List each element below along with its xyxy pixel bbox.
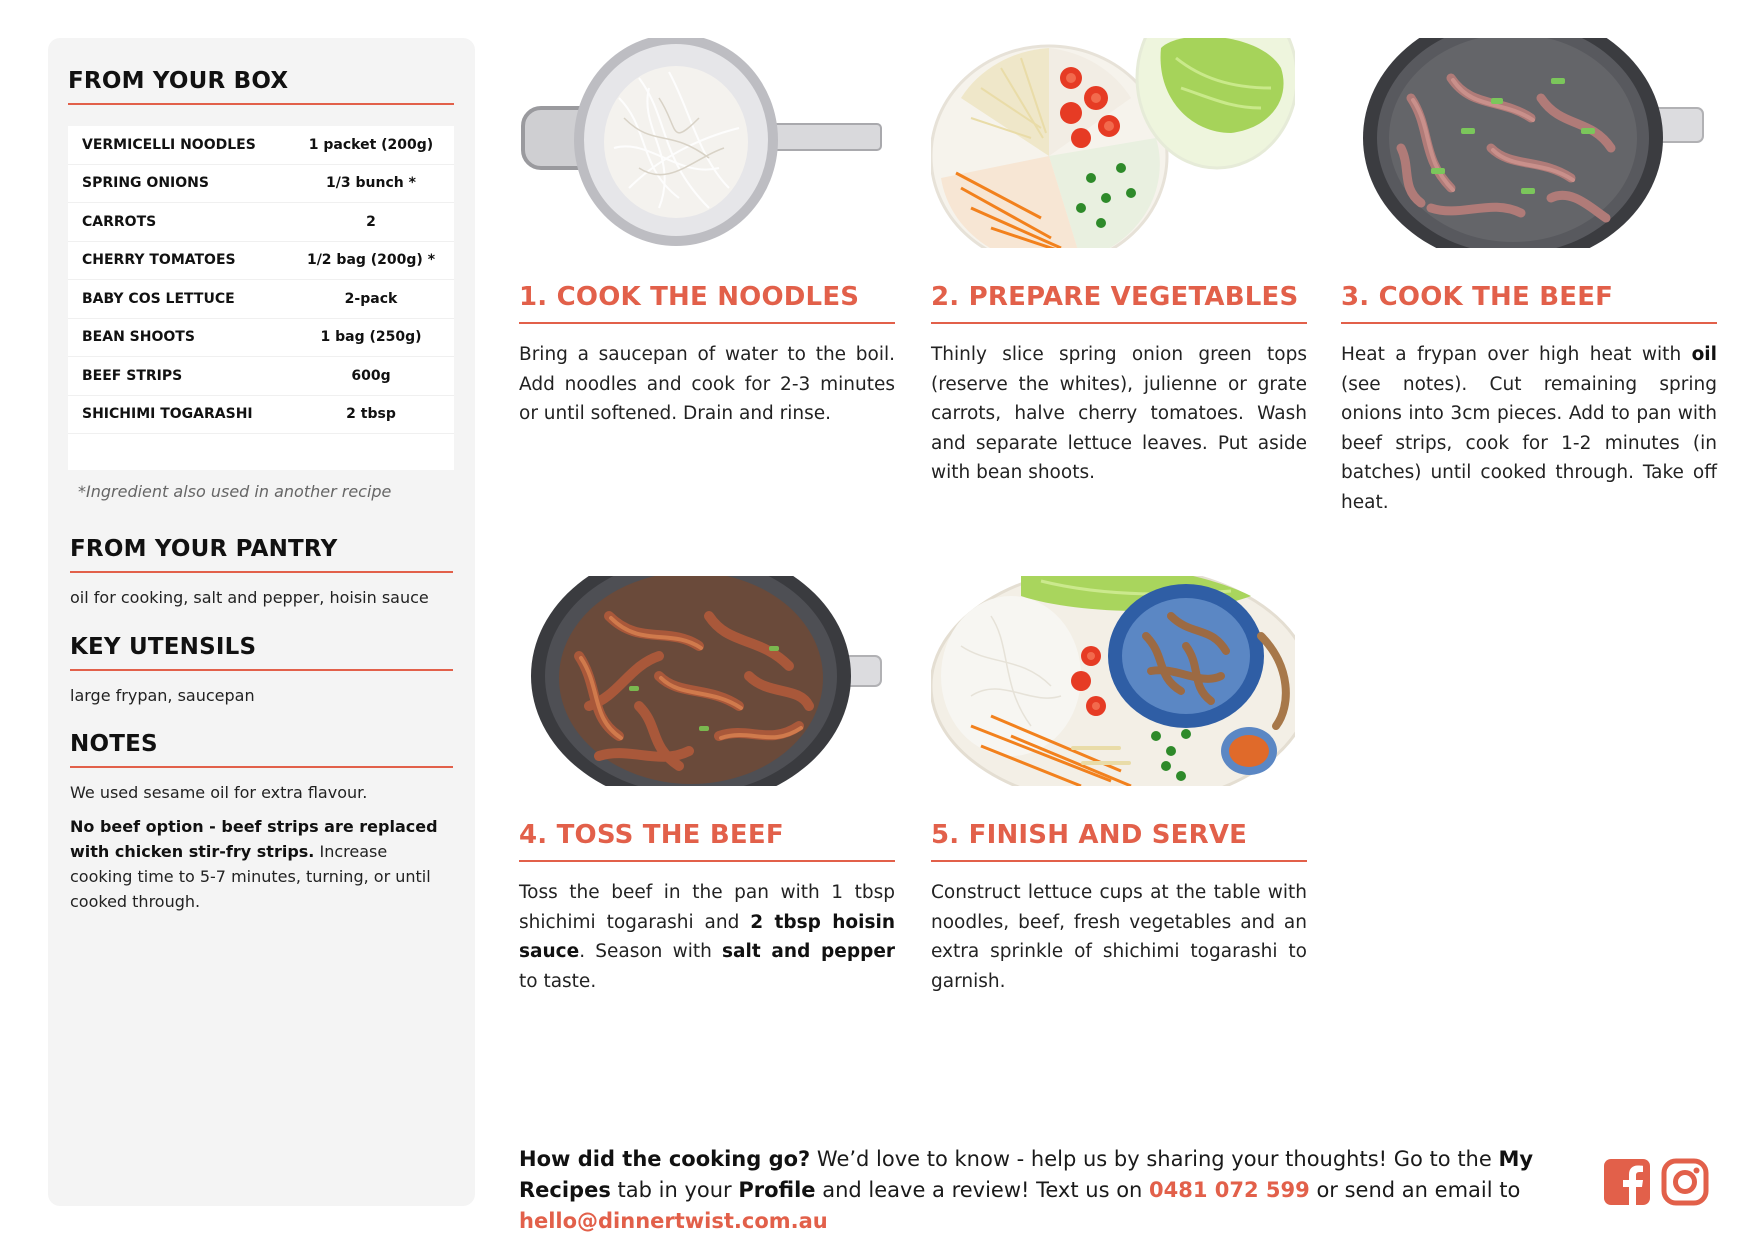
instagram-icon[interactable]	[1661, 1158, 1709, 1206]
pantry-title: FROM YOUR PANTRY	[70, 536, 338, 562]
section-divider	[70, 669, 453, 671]
step-4-body	[519, 878, 895, 996]
ingredient-row	[68, 396, 454, 435]
pantry-body: oil for cooking, salt and pepper, hoisin sauce	[70, 588, 429, 607]
ingredient-name: SPRING ONIONS	[82, 175, 209, 192]
step-5-body	[931, 878, 1307, 996]
notes-section	[70, 731, 453, 914]
step-1-body	[519, 340, 895, 429]
step-3-title: 3. COOK THE BEEF	[1341, 282, 1614, 312]
served-platter-illustration	[931, 576, 1295, 786]
ingredient-qty: 1/2 bag (200g) *	[306, 252, 436, 269]
from-your-box-title: FROM YOUR BOX	[68, 68, 289, 94]
step-3-photo	[1341, 38, 1705, 248]
step-divider	[931, 322, 1307, 324]
utensils-body: large frypan, saucepan	[70, 686, 255, 705]
section-divider	[68, 103, 454, 105]
step-1-photo	[519, 38, 883, 248]
footer-text: We’d love to know - help us by sharing your thoughts! Go to the	[810, 1147, 1499, 1171]
footer-text: or send an email to	[1309, 1178, 1521, 1202]
ingredient-row	[68, 319, 454, 358]
section-divider	[70, 571, 453, 573]
ingredient-qty: 1 packet (200g)	[308, 136, 434, 153]
step-2-title: 2. PREPARE VEGETABLES	[931, 282, 1299, 312]
my-recipes-label: My Recipes	[519, 1147, 1534, 1202]
facebook-icon[interactable]	[1603, 1158, 1651, 1206]
profile-label: Profile	[738, 1178, 816, 1202]
ingredient-row	[68, 203, 454, 242]
ingredient-qty: 600g	[351, 367, 391, 384]
notes-paragraph-2	[70, 814, 453, 914]
step-1	[519, 38, 895, 429]
ingredient-qty: 2-pack	[344, 290, 398, 307]
step-text: (see notes). Cut remaining spring onions into 3cm pieces. Add to pan with beef strips, cook for 1-2 minutes (in batches) until cooked through. Take off heat.	[1341, 373, 1717, 513]
ingredient-name: SHICHIMI TOGARASHI	[82, 406, 253, 423]
ingredient-qty: 1 bag (250g)	[320, 329, 422, 346]
step-bold-text: salt and pepper	[722, 941, 895, 962]
feedback-question: How did the cooking go?	[519, 1147, 811, 1171]
ingredient-name: BABY COS LETTUCE	[82, 290, 235, 307]
ingredient-row	[68, 280, 454, 319]
step-text: Construct lettuce cups at the table with noodles, beef, fresh vegetables and an extra sprinkle of shichimi togarashi to garnish.	[931, 882, 1307, 992]
feedback-footer	[519, 1144, 1579, 1237]
ingredient-footnote: *Ingredient also used in another recipe	[78, 482, 392, 501]
ingredient-row	[68, 242, 454, 281]
notes-title: NOTES	[70, 731, 158, 757]
ingredient-name: BEAN SHOOTS	[82, 329, 195, 346]
step-text: to taste.	[519, 970, 597, 992]
step-2	[931, 38, 1307, 488]
step-4-photo	[519, 576, 883, 786]
step-4-title: 4. TOSS THE BEEF	[519, 820, 784, 850]
ingredient-row	[68, 357, 454, 396]
glazed-beef-frypan-illustration	[519, 576, 883, 786]
ingredients-table	[68, 126, 454, 470]
notes-text: Increase cooking time to 5-7 minutes, turning, or until cooked through.	[70, 842, 431, 911]
step-2-body	[931, 340, 1307, 488]
footer-text: tab in your	[610, 1178, 739, 1202]
ingredient-row	[68, 126, 454, 165]
footer-text: and leave a review! Text us on	[815, 1178, 1150, 1202]
beef-frypan-illustration	[1341, 38, 1705, 248]
utensils-title: KEY UTENSILS	[70, 634, 257, 660]
email-link[interactable]: hello@dinnertwist.com.au	[519, 1209, 828, 1233]
step-5	[931, 576, 1307, 996]
ingredients-sidebar	[48, 38, 475, 1206]
step-5-photo	[931, 576, 1295, 786]
ingredient-name: VERMICELLI NOODLES	[82, 136, 256, 153]
step-4	[519, 576, 895, 996]
step-divider	[1341, 322, 1717, 324]
step-1-title: 1. COOK THE NOODLES	[519, 282, 860, 312]
step-2-photo	[931, 38, 1295, 248]
step-divider	[519, 322, 895, 324]
step-text: Toss the beef in the pan with 1 tbsp shichimi togarashi and	[519, 882, 895, 933]
step-text: Bring a saucepan of water to the boil. Add noodles and cook for 2-3 minutes or until softened. Drain and rinse.	[519, 344, 895, 424]
ingredient-name: CHERRY TOMATOES	[82, 252, 236, 269]
notes-bold-text: No beef option - beef strips are replaced with chicken stir-fry strips.	[70, 817, 438, 861]
vegetables-bowl-illustration	[931, 38, 1295, 248]
step-text: Heat a frypan over high heat with	[1341, 344, 1692, 365]
key-utensils-section	[70, 634, 453, 708]
notes-paragraph-1: We used sesame oil for extra flavour.	[70, 783, 368, 802]
from-your-box-section	[68, 68, 454, 105]
ingredient-name: BEEF STRIPS	[82, 367, 183, 384]
noodles-colander-illustration	[519, 38, 883, 248]
step-3-body	[1341, 340, 1717, 517]
step-3	[1341, 38, 1717, 517]
step-text: . Season with	[579, 941, 722, 962]
ingredient-qty: 1/3 bunch *	[326, 175, 416, 192]
step-5-title: 5. FINISH AND SERVE	[931, 820, 1248, 850]
ingredient-qty: 2	[366, 213, 376, 230]
step-text: Thinly slice spring onion green tops (reserve the whites), julienne or grate carrots, halve cherry tomatoes. Wash and separate lettuce leaves. Put aside with bean shoots.	[931, 344, 1307, 483]
ingredient-name: CARROTS	[82, 213, 157, 230]
from-your-pantry-section	[70, 536, 453, 610]
step-bold-text: 2 tbsp hoisin sauce	[519, 911, 896, 962]
phone-link[interactable]: 0481 072 599	[1149, 1178, 1310, 1202]
ingredient-qty: 2 tbsp	[346, 406, 396, 423]
section-divider	[70, 766, 453, 768]
step-divider	[931, 860, 1307, 862]
step-divider	[519, 860, 895, 862]
table-spacer	[68, 434, 454, 470]
step-bold-text: oil	[1691, 344, 1717, 365]
ingredient-row	[68, 165, 454, 204]
